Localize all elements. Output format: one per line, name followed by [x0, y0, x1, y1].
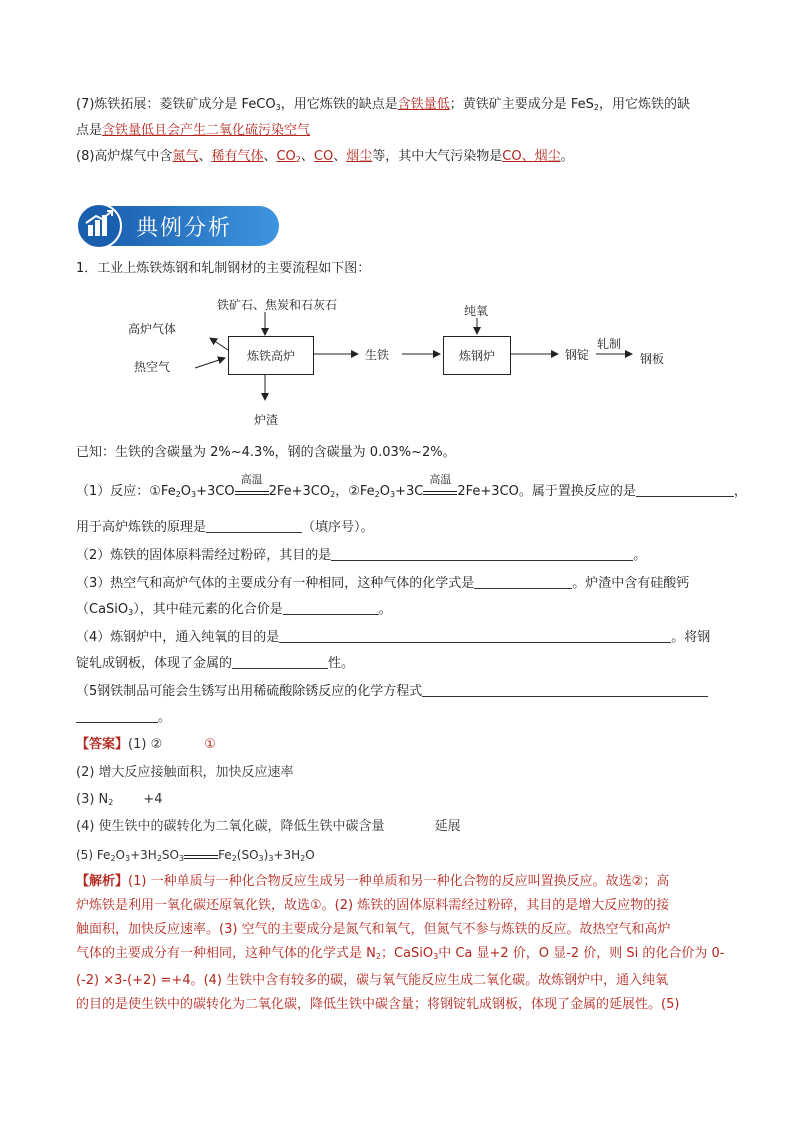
answer-underlined: CO	[313, 149, 334, 164]
q1-text: 用于高炉炼铁的原理是	[76, 520, 207, 535]
question-4-line-1	[76, 628, 710, 647]
q3-text: （CaSiO	[76, 602, 129, 617]
q1-text: （填序号）。	[302, 520, 374, 535]
question-1-line-2	[76, 518, 374, 537]
item-7-text: ，用它炼铁的缺	[599, 97, 691, 112]
question-3-line-1	[76, 574, 689, 593]
answer-text: O	[115, 848, 125, 862]
answer-underlined: 含铁量低且会产生二氧化硫污染空气	[102, 123, 311, 138]
item-7-text: 点是	[76, 123, 103, 138]
flow-pig-iron-label: 生铁	[365, 348, 390, 362]
answer-text: +3H	[130, 848, 157, 862]
reaction-equals-sign	[235, 473, 269, 495]
banner-title: 典例分析	[136, 216, 233, 241]
flow-slag-label: 炉渣	[254, 413, 279, 427]
answer-underlined: CO	[276, 149, 296, 164]
flow-gas-label: 高炉气体	[128, 322, 177, 336]
question-2	[76, 546, 646, 565]
flow-air-label: 热空气	[134, 360, 171, 374]
flow-ingot-label: 钢锭	[565, 348, 590, 362]
answer-2: (2) 增大反应接触面积，加快反应速率	[76, 765, 294, 780]
flow-arrows	[120, 290, 680, 435]
reaction-condition: 高温	[429, 473, 452, 486]
reaction-equals-sign	[423, 473, 457, 495]
answer-5	[76, 846, 315, 868]
answer-text: ①	[204, 737, 216, 752]
q2-text: 。	[633, 548, 647, 563]
subscript: 3	[433, 952, 439, 961]
q3-text: 。炉渣中含有硅酸钙	[572, 576, 690, 591]
subscript: 2	[295, 155, 301, 164]
steel-furnace-box: 炼钢炉	[443, 336, 511, 375]
analysis-text: (1) 一种单质与一种化合物反应生成另一种单质和另一种化合物的反应叫置换反应。故选②；高	[128, 874, 670, 889]
answer-underlined: CO、烟尘	[502, 149, 561, 164]
q3-text: ），其中硅元素的化合价是	[133, 602, 283, 617]
answer-text: Fe	[218, 848, 232, 862]
q1-text: O	[379, 484, 390, 499]
subscript: 2	[300, 854, 306, 863]
q1-text: （1）反应：①Fe	[76, 484, 176, 499]
answer-text: (SO	[236, 848, 259, 862]
subscript: 2	[375, 952, 381, 961]
subscript: 3	[191, 490, 197, 499]
separator: 、	[333, 149, 347, 164]
question-3-line-2	[76, 600, 392, 622]
item-8-text: 。	[560, 149, 574, 164]
question-4-line-2	[76, 654, 354, 673]
answer-text: (3) N	[76, 792, 109, 807]
flow-rolling-label: 轧制	[597, 337, 622, 351]
flow-plate-label: 钢板	[640, 352, 665, 366]
q1-text: ，	[733, 484, 747, 499]
question-5-line-2	[76, 708, 171, 727]
subscript: 2	[175, 490, 181, 499]
q4-text: 。将钢	[671, 630, 711, 645]
flow-oxygen-label: 纯氧	[464, 304, 489, 318]
analysis-line: 的目的是使生铁中的碳转化为二氧化碳，降低生铁中碳含量；将钢锭轧成钢板，体现了金属的延展性。(5)	[76, 997, 680, 1012]
q5-text: （5钢铁制品可能会生锈写出用稀硫酸除锈反应的化学方程式	[76, 684, 423, 699]
q1-text: +3CO	[196, 484, 235, 499]
answer-blank[interactable]	[331, 546, 633, 561]
item-7-text: ；黄铁矿主要成分是 FeS	[449, 97, 594, 112]
q4-text: 锭轧成钢板，体现了金属的	[76, 656, 233, 671]
q3-text: 。	[378, 602, 392, 617]
answer-text: O	[305, 848, 315, 862]
answer-underlined: 烟尘	[346, 149, 373, 164]
q1-text: 2Fe+3CO。属于置换反应的是	[457, 484, 636, 499]
item-8-text: 等，其中大气污染物是	[372, 149, 503, 164]
item-7-text: ，用它炼铁的缺点是	[280, 97, 398, 112]
answer-underlined: 稀有气体	[211, 149, 264, 164]
item-7-line-2	[76, 122, 310, 140]
q1-text: O	[180, 484, 192, 499]
answer-4	[76, 818, 461, 836]
flow-input-label: 铁矿石、焦炭和石灰石	[217, 298, 338, 312]
q4-text: 性。	[328, 656, 355, 671]
subscript: 2	[108, 798, 114, 807]
subscript: 3	[275, 103, 281, 112]
answer-text: (1) ②	[128, 737, 163, 752]
separator: 、	[198, 149, 212, 164]
answer-text: SO	[161, 848, 179, 862]
blast-furnace-box: 炼铁高炉	[228, 336, 314, 375]
subscript: 2	[593, 103, 599, 112]
analysis-line: (-2) ×3-(+2) =+4。(4) 生铁中含有较多的碳，碳与氧气能反应生成二氧化碳。故炼钢炉中，通入纯氧	[76, 973, 669, 988]
section-banner	[76, 203, 282, 249]
q5-text: 。	[158, 710, 172, 725]
answer-text: (4) 使生铁中的碳转化为二氧化碳，降低生铁中碳含量	[76, 819, 385, 834]
analysis-text: 中 Ca 显+2 价，O 显-2 价，则 Si 的化合价为 0-	[438, 946, 725, 961]
answer-blank[interactable]	[206, 518, 302, 533]
answer-blank[interactable]	[76, 708, 158, 723]
subscript: 3	[128, 608, 134, 617]
item-7-text: (7)炼铁拓展：菱铁矿成分是 FeCO	[76, 97, 276, 112]
subscript: 3	[268, 854, 274, 863]
q3-text: （3）热空气和高炉气体的主要成分有一种相同，这种气体的化学式是	[76, 576, 475, 591]
analysis-text: 气体的主要成分有一种相同，这种气体的化学式是 N	[76, 946, 376, 961]
reaction-condition: 高温	[240, 473, 263, 486]
subscript: 2	[231, 854, 237, 863]
analysis-line	[76, 942, 725, 969]
answer-text: +3H	[273, 848, 301, 862]
answer-blank[interactable]	[422, 682, 708, 697]
analysis-line: 炉炼铁是利用一氧化碳还原氧化铁，故选①。(2) 炼铁的固体原料需经过粉碎，其目的是增大反应物的接	[76, 898, 670, 913]
answer-underlined: 氮气	[172, 149, 199, 164]
known-info: 已知：生铁的含碳量为 2%~4.3%，钢的含碳量为 0.03%~2%。	[76, 445, 456, 460]
subscript: 2	[374, 490, 380, 499]
item-8-line	[76, 148, 574, 169]
analysis-text: ；CaSiO	[380, 946, 434, 961]
subscript: 3	[258, 854, 264, 863]
separator: 、	[300, 149, 314, 164]
process-flow-diagram	[120, 290, 680, 435]
question-1-line-1	[76, 473, 747, 504]
analysis-block	[76, 870, 725, 1017]
subscript: 2	[156, 854, 162, 863]
subscript: 2	[330, 490, 336, 499]
answer-text: +4	[143, 792, 163, 807]
analysis-line: 触面积，加快反应速率。(3) 空气的主要成分是氮气和氧气，但氮气不参与炼铁的反应。故热空气和高炉	[76, 922, 671, 937]
reaction-equals-sign	[184, 848, 218, 859]
answer-blank[interactable]	[283, 600, 379, 615]
item-8-text: (8)高炉煤气中含	[76, 149, 173, 164]
separator: 、	[263, 149, 277, 164]
q4-text: （4）炼钢炉中，通入纯氧的目的是	[76, 630, 280, 645]
item-7-line-1	[76, 96, 690, 117]
answer-underlined: 含铁量低	[397, 97, 450, 112]
answer-text: 延展	[434, 819, 461, 834]
answer-blank[interactable]	[636, 482, 734, 497]
subscript: 3	[389, 490, 396, 499]
answer-blank[interactable]	[279, 628, 671, 643]
subscript: 2	[110, 854, 116, 863]
answer-blank[interactable]	[232, 654, 328, 669]
q1-text: ，②Fe	[335, 484, 375, 499]
question-5-line-1	[76, 682, 708, 701]
question-stem: 1．工业上炼铁炼钢和轧制钢材的主要流程如下图：	[76, 261, 371, 276]
answer-text: )	[263, 848, 269, 862]
q2-text: （2）炼铁的固体原料需经过粉碎，其目的是	[76, 548, 332, 563]
answer-1	[76, 736, 216, 754]
answer-blank[interactable]	[474, 574, 572, 589]
answer-label: 【答案】	[76, 737, 129, 752]
q1-text: 2Fe+3CO	[268, 484, 331, 499]
subscript: 3	[178, 854, 185, 863]
analysis-label: 【解析】	[76, 874, 129, 889]
answer-3	[76, 791, 163, 812]
analysis-line	[76, 870, 722, 894]
subscript: 3	[125, 854, 131, 863]
q1-text: +3C	[395, 484, 424, 499]
answer-text: (5) Fe	[76, 848, 111, 862]
